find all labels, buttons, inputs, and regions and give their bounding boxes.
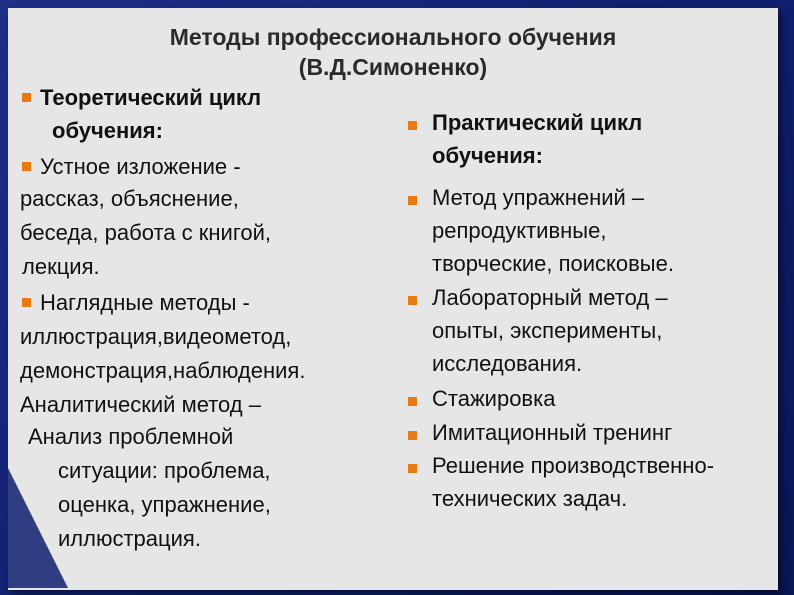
oral-methods-line-3: беседа, работа с книгой,	[20, 220, 271, 245]
lab-method-line-3: исследования.	[432, 351, 583, 376]
slide-title	[8, 22, 778, 82]
bullet-icon	[408, 196, 417, 205]
left-heading-line-1: Теоретический цикл	[22, 83, 261, 113]
analytic-method-line-2: Анализ проблемной	[28, 424, 234, 449]
exercise-method-line-1: Метод упражнений –	[432, 185, 645, 210]
visual-methods-line-3: демонстрация,наблюдения.	[20, 358, 306, 383]
analytic-method-line-4: оценка, упражнение,	[58, 492, 271, 517]
lab-method-line-1: Лабораторный метод –	[432, 285, 668, 310]
exercise-method-line-3: творческие, поисковые.	[432, 251, 674, 276]
bullet-icon	[408, 464, 417, 473]
bullet-icon	[408, 121, 417, 130]
right-heading-line-1: Практический цикл	[432, 110, 643, 135]
title-line-2: (В.Д.Симоненко)	[298, 54, 488, 80]
left-heading-line-2: обучения:	[52, 118, 163, 143]
title-line-1: Методы профессионального обучения	[169, 24, 617, 50]
tasks-item-line-1: Решение производственно-	[432, 453, 715, 478]
analytic-method-line-5: иллюстрация.	[58, 526, 201, 551]
bullet-icon	[408, 431, 417, 440]
exercise-method-line-2: репродуктивные,	[432, 218, 607, 243]
internship-item: Стажировка	[432, 386, 556, 411]
analytic-method-line-1: Аналитический метод –	[20, 392, 261, 417]
bullet-icon	[22, 162, 31, 171]
bullet-icon	[22, 298, 31, 307]
analytic-method-line-3: ситуации: проблема,	[58, 458, 271, 483]
bullet-icon	[408, 397, 417, 406]
simulation-training-item: Имитационный тренинг	[432, 420, 673, 445]
visual-methods-line-2: иллюстрация,видеометод,	[20, 324, 292, 349]
oral-methods-line-2: рассказ, объяснение,	[20, 186, 239, 211]
visual-methods-label: Наглядные методы -	[22, 288, 250, 318]
right-heading-line-2: обучения:	[432, 143, 543, 168]
bullet-icon	[408, 296, 417, 305]
slide-panel	[8, 8, 778, 590]
oral-methods-label: Устное изложение -	[22, 152, 241, 182]
oral-methods-line-4: лекция.	[22, 254, 100, 279]
tasks-item-line-2: технических задач.	[432, 486, 628, 511]
lab-method-line-2: опыты, эксперименты,	[432, 318, 663, 343]
bullet-icon	[22, 93, 31, 102]
